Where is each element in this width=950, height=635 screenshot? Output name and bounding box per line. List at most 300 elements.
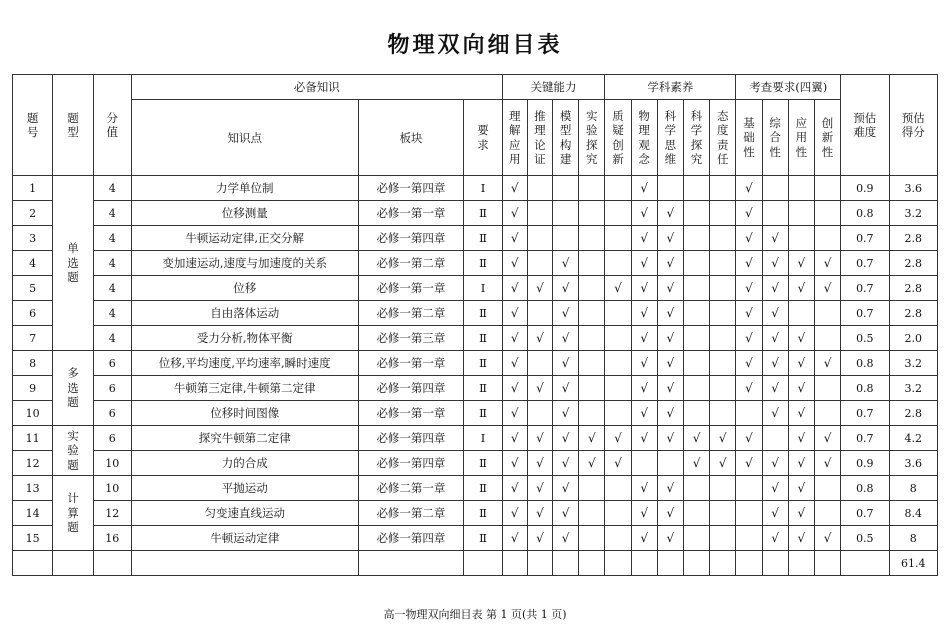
row-est-score: 3.2	[889, 201, 938, 226]
check-cell: √	[788, 426, 814, 451]
check-cell	[683, 401, 709, 426]
check-cell: √	[502, 226, 527, 251]
row-difficulty: 0.7	[841, 301, 889, 326]
check-cell: √	[762, 251, 788, 276]
check-cell: √	[736, 351, 762, 376]
check-cell	[710, 351, 736, 376]
empty-cell	[736, 551, 762, 576]
check-cell	[683, 176, 709, 201]
row-requirement: Ⅰ	[464, 276, 502, 301]
check-cell: √	[710, 451, 736, 476]
row-difficulty: 0.8	[841, 476, 889, 501]
check-cell: √	[657, 226, 683, 251]
check-cell: √	[552, 251, 578, 276]
check-cell: √	[657, 526, 683, 551]
check-cell	[710, 501, 736, 526]
header-row-2	[13, 100, 938, 176]
check-cell	[605, 401, 631, 426]
check-cell: √	[605, 426, 631, 451]
empty-cell	[788, 551, 814, 576]
check-cell: √	[814, 351, 840, 376]
row-num: 6	[13, 301, 53, 326]
check-cell	[605, 251, 631, 276]
check-cell	[579, 176, 605, 201]
header-num: 题号	[13, 75, 53, 176]
check-cell: √	[527, 376, 552, 401]
check-cell	[788, 176, 814, 201]
page-footer: 高一物理双向细目表 第 1 页(共 1 页)	[383, 608, 567, 621]
table-row	[13, 501, 938, 526]
row-module: 必修一第一章	[358, 401, 464, 426]
row-knowledge-point: 牛顿运动定律,正交分解	[131, 226, 358, 251]
check-cell	[527, 226, 552, 251]
check-cell	[814, 201, 840, 226]
row-num: 5	[13, 276, 53, 301]
header-sub-9: 基础性	[736, 100, 762, 176]
row-module: 必修一第一章	[358, 351, 464, 376]
row-score: 6	[93, 351, 131, 376]
row-num: 7	[13, 326, 53, 351]
question-type: 多选题	[53, 351, 93, 426]
check-cell	[710, 476, 736, 501]
table-row	[13, 301, 938, 326]
check-cell: √	[527, 326, 552, 351]
row-knowledge-point: 牛顿运动定律	[131, 526, 358, 551]
header-sub-4: 质疑创新	[605, 100, 631, 176]
check-cell: √	[657, 501, 683, 526]
check-cell: √	[762, 226, 788, 251]
check-cell	[631, 451, 657, 476]
row-requirement: Ⅱ	[464, 201, 502, 226]
row-knowledge-point: 位移,平均速度,平均速率,瞬时速度	[131, 351, 358, 376]
row-module: 必修一第一章	[358, 276, 464, 301]
check-cell	[605, 376, 631, 401]
check-cell	[605, 526, 631, 551]
check-cell	[657, 176, 683, 201]
check-cell: √	[502, 451, 527, 476]
check-cell: √	[502, 301, 527, 326]
check-cell	[579, 351, 605, 376]
row-module: 必修一第二章	[358, 251, 464, 276]
question-type: 实验题	[53, 426, 93, 476]
check-cell	[814, 501, 840, 526]
check-cell: √	[605, 276, 631, 301]
header-est-score: 预估得分	[889, 75, 938, 176]
header-sub-3: 实验探究	[579, 100, 605, 176]
row-score: 4	[93, 251, 131, 276]
check-cell: √	[814, 526, 840, 551]
check-cell: √	[631, 201, 657, 226]
check-cell	[605, 501, 631, 526]
empty-cell	[131, 551, 358, 576]
check-cell	[814, 176, 840, 201]
row-difficulty: 0.8	[841, 351, 889, 376]
row-requirement: Ⅱ	[464, 226, 502, 251]
check-cell: √	[657, 301, 683, 326]
check-cell	[552, 226, 578, 251]
row-score: 10	[93, 476, 131, 501]
check-cell: √	[762, 351, 788, 376]
header-requirement: 考查要求(四翼)	[736, 75, 841, 100]
check-cell: √	[579, 451, 605, 476]
row-difficulty: 0.7	[841, 401, 889, 426]
check-cell: √	[631, 501, 657, 526]
header-sub-6: 科学思维	[657, 100, 683, 176]
row-module: 必修一第四章	[358, 526, 464, 551]
check-cell	[683, 501, 709, 526]
row-knowledge-point: 牛顿第三定律,牛顿第二定律	[131, 376, 358, 401]
row-difficulty: 0.5	[841, 326, 889, 351]
header-req: 要求	[464, 100, 502, 176]
header-sub-5: 物理观念	[631, 100, 657, 176]
row-score: 10	[93, 451, 131, 476]
check-cell: √	[762, 501, 788, 526]
empty-cell	[13, 551, 53, 576]
row-requirement: Ⅱ	[464, 301, 502, 326]
row-est-score: 2.8	[889, 226, 938, 251]
row-knowledge-point: 变加速运动,速度与加速度的关系	[131, 251, 358, 276]
table-row	[13, 526, 938, 551]
check-cell: √	[788, 476, 814, 501]
check-cell: √	[527, 451, 552, 476]
row-requirement: Ⅱ	[464, 376, 502, 401]
check-cell	[814, 301, 840, 326]
check-cell	[605, 476, 631, 501]
check-cell: √	[736, 376, 762, 401]
check-cell: √	[657, 351, 683, 376]
table-row	[13, 351, 938, 376]
header-knowledge: 必备知识	[131, 75, 502, 100]
row-est-score: 3.6	[889, 176, 938, 201]
check-cell: √	[657, 376, 683, 401]
check-cell: √	[657, 276, 683, 301]
empty-cell	[53, 551, 93, 576]
check-cell	[814, 226, 840, 251]
check-cell	[710, 301, 736, 326]
row-score: 6	[93, 426, 131, 451]
empty-cell	[579, 551, 605, 576]
check-cell	[762, 426, 788, 451]
row-knowledge-point: 位移时间图像	[131, 401, 358, 426]
check-cell	[788, 226, 814, 251]
check-cell: √	[683, 426, 709, 451]
row-num: 10	[13, 401, 53, 426]
check-cell: √	[502, 176, 527, 201]
check-cell	[579, 526, 605, 551]
row-knowledge-point: 匀变速直线运动	[131, 501, 358, 526]
table-row	[13, 401, 938, 426]
check-cell	[579, 301, 605, 326]
check-cell	[814, 476, 840, 501]
row-num: 11	[13, 426, 53, 451]
check-cell	[736, 501, 762, 526]
header-key-ability: 关键能力	[502, 75, 605, 100]
check-cell: √	[631, 351, 657, 376]
check-cell	[579, 501, 605, 526]
row-knowledge-point: 力的合成	[131, 451, 358, 476]
check-cell	[527, 301, 552, 326]
empty-cell	[464, 551, 502, 576]
check-cell	[657, 451, 683, 476]
check-cell: √	[631, 476, 657, 501]
check-cell: √	[631, 251, 657, 276]
table-row	[13, 176, 938, 201]
row-knowledge-point: 平抛运动	[131, 476, 358, 501]
empty-cell	[710, 551, 736, 576]
table-row	[13, 276, 938, 301]
check-cell	[605, 301, 631, 326]
check-cell: √	[502, 476, 527, 501]
check-cell	[579, 401, 605, 426]
check-cell: √	[552, 526, 578, 551]
row-score: 6	[93, 376, 131, 401]
check-cell	[736, 526, 762, 551]
check-cell: √	[552, 376, 578, 401]
check-cell: √	[814, 426, 840, 451]
check-cell: √	[552, 426, 578, 451]
row-difficulty: 0.7	[841, 501, 889, 526]
row-module: 必修二第一章	[358, 476, 464, 501]
check-cell: √	[736, 451, 762, 476]
row-est-score: 2.8	[889, 251, 938, 276]
check-cell: √	[552, 351, 578, 376]
check-cell: √	[552, 301, 578, 326]
check-cell: √	[788, 251, 814, 276]
row-requirement: Ⅰ	[464, 176, 502, 201]
check-cell	[710, 376, 736, 401]
row-knowledge-point: 位移	[131, 276, 358, 301]
row-num: 9	[13, 376, 53, 401]
row-num: 1	[13, 176, 53, 201]
check-cell	[579, 226, 605, 251]
header-literacy: 学科素养	[605, 75, 736, 100]
check-cell: √	[527, 476, 552, 501]
check-cell: √	[788, 401, 814, 426]
header-sub-11: 应用性	[788, 100, 814, 176]
check-cell	[579, 376, 605, 401]
empty-cell	[631, 551, 657, 576]
header-score: 分值	[93, 75, 131, 176]
check-cell: √	[657, 401, 683, 426]
check-cell: √	[631, 226, 657, 251]
empty-cell	[841, 551, 889, 576]
check-cell: √	[788, 376, 814, 401]
check-cell	[762, 201, 788, 226]
check-cell	[527, 401, 552, 426]
check-cell	[710, 251, 736, 276]
check-cell: √	[736, 276, 762, 301]
row-num: 12	[13, 451, 53, 476]
row-score: 12	[93, 501, 131, 526]
check-cell	[683, 351, 709, 376]
table-row	[13, 476, 938, 501]
check-cell: √	[736, 251, 762, 276]
empty-cell	[683, 551, 709, 576]
row-requirement: Ⅱ	[464, 526, 502, 551]
table-row	[13, 376, 938, 401]
check-cell: √	[502, 501, 527, 526]
check-cell: √	[502, 351, 527, 376]
row-knowledge-point: 受力分析,物体平衡	[131, 326, 358, 351]
check-cell: √	[762, 451, 788, 476]
row-est-score: 3.2	[889, 351, 938, 376]
row-module: 必修一第一章	[358, 201, 464, 226]
check-cell	[579, 251, 605, 276]
row-difficulty: 0.9	[841, 176, 889, 201]
check-cell: √	[631, 276, 657, 301]
row-requirement: Ⅰ	[464, 426, 502, 451]
header-knowledge-point: 知识点	[131, 100, 358, 176]
check-cell: √	[710, 426, 736, 451]
row-score: 4	[93, 176, 131, 201]
check-cell	[605, 226, 631, 251]
check-cell: √	[762, 401, 788, 426]
check-cell: √	[762, 276, 788, 301]
check-cell	[683, 276, 709, 301]
row-module: 必修一第四章	[358, 426, 464, 451]
row-score: 4	[93, 201, 131, 226]
check-cell: √	[788, 526, 814, 551]
check-cell: √	[552, 276, 578, 301]
header-type: 题型	[53, 75, 93, 176]
check-cell: √	[657, 251, 683, 276]
check-cell: √	[814, 451, 840, 476]
empty-cell	[814, 551, 840, 576]
row-score: 16	[93, 526, 131, 551]
check-cell: √	[762, 301, 788, 326]
check-cell: √	[736, 326, 762, 351]
check-cell	[527, 351, 552, 376]
check-cell	[579, 201, 605, 226]
table-row	[13, 451, 938, 476]
row-est-score: 8	[889, 476, 938, 501]
check-cell: √	[552, 451, 578, 476]
check-cell: √	[502, 201, 527, 226]
row-est-score: 4.2	[889, 426, 938, 451]
table-row	[13, 201, 938, 226]
check-cell	[605, 201, 631, 226]
check-cell: √	[605, 451, 631, 476]
row-num: 4	[13, 251, 53, 276]
check-cell	[683, 201, 709, 226]
empty-cell	[552, 551, 578, 576]
check-cell: √	[631, 176, 657, 201]
row-num: 2	[13, 201, 53, 226]
row-difficulty: 0.8	[841, 376, 889, 401]
check-cell	[683, 526, 709, 551]
row-knowledge-point: 自由落体运动	[131, 301, 358, 326]
check-cell: √	[502, 526, 527, 551]
header-sub-0: 理解应用	[502, 100, 527, 176]
check-cell: √	[527, 426, 552, 451]
check-cell: √	[762, 376, 788, 401]
row-est-score: 8.4	[889, 501, 938, 526]
check-cell: √	[657, 426, 683, 451]
check-cell: √	[502, 401, 527, 426]
check-cell	[527, 251, 552, 276]
check-cell: √	[657, 201, 683, 226]
row-num: 3	[13, 226, 53, 251]
row-knowledge-point: 力学单位制	[131, 176, 358, 201]
check-cell	[605, 326, 631, 351]
check-cell: √	[814, 276, 840, 301]
header-difficulty: 预估难度	[841, 75, 889, 176]
total-score: 61.4	[889, 551, 938, 576]
row-difficulty: 0.9	[841, 451, 889, 476]
header-sub-7: 科学探究	[683, 100, 709, 176]
check-cell	[579, 276, 605, 301]
check-cell: √	[552, 401, 578, 426]
empty-cell	[358, 551, 464, 576]
check-cell: √	[736, 176, 762, 201]
row-est-score: 2.8	[889, 276, 938, 301]
check-cell	[814, 326, 840, 351]
check-cell	[788, 201, 814, 226]
check-cell: √	[657, 476, 683, 501]
row-requirement: Ⅱ	[464, 251, 502, 276]
row-module: 必修一第四章	[358, 451, 464, 476]
header-sub-12: 创新性	[814, 100, 840, 176]
check-cell	[552, 201, 578, 226]
row-difficulty: 0.7	[841, 226, 889, 251]
row-num: 14	[13, 501, 53, 526]
table-row	[13, 226, 938, 251]
row-est-score: 8	[889, 526, 938, 551]
row-est-score: 2.8	[889, 301, 938, 326]
check-cell	[579, 326, 605, 351]
row-requirement: Ⅱ	[464, 451, 502, 476]
check-cell	[552, 176, 578, 201]
check-cell	[710, 226, 736, 251]
check-cell	[683, 251, 709, 276]
check-cell: √	[736, 201, 762, 226]
check-cell: √	[552, 476, 578, 501]
check-cell: √	[736, 226, 762, 251]
check-cell	[710, 326, 736, 351]
check-cell	[605, 176, 631, 201]
check-cell: √	[736, 301, 762, 326]
table-row	[13, 326, 938, 351]
check-cell: √	[552, 501, 578, 526]
row-difficulty: 0.5	[841, 526, 889, 551]
page-title: 物理双向细目表	[387, 33, 563, 58]
check-cell	[710, 276, 736, 301]
check-cell: √	[788, 351, 814, 376]
header-module: 板块	[358, 100, 464, 176]
row-module: 必修一第二章	[358, 501, 464, 526]
empty-cell	[527, 551, 552, 576]
check-cell: √	[502, 426, 527, 451]
check-cell: √	[788, 451, 814, 476]
check-cell: √	[683, 451, 709, 476]
check-cell	[683, 376, 709, 401]
table-row	[13, 251, 938, 276]
row-requirement: Ⅱ	[464, 401, 502, 426]
check-cell	[579, 476, 605, 501]
row-difficulty: 0.7	[841, 426, 889, 451]
row-module: 必修一第四章	[358, 226, 464, 251]
row-score: 4	[93, 326, 131, 351]
check-cell: √	[527, 526, 552, 551]
row-difficulty: 0.8	[841, 201, 889, 226]
check-cell	[683, 226, 709, 251]
row-requirement: Ⅱ	[464, 351, 502, 376]
row-num: 13	[13, 476, 53, 501]
row-difficulty: 0.7	[841, 276, 889, 301]
check-cell	[736, 401, 762, 426]
check-cell	[814, 401, 840, 426]
row-requirement: Ⅱ	[464, 476, 502, 501]
